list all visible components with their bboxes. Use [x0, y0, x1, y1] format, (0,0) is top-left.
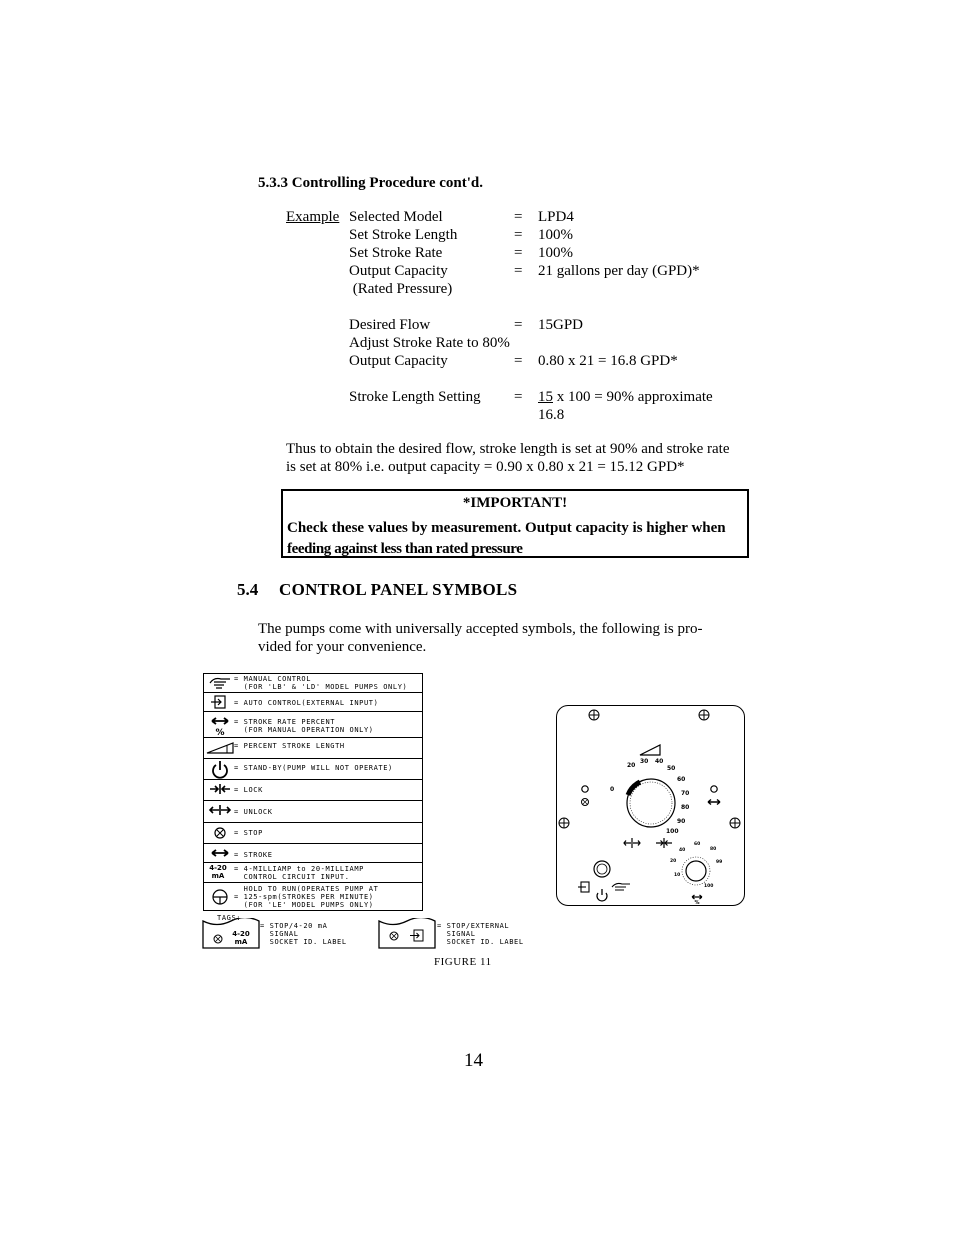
legend-row-stop	[204, 823, 422, 844]
length-tick: 70	[681, 790, 690, 797]
section-54-title: CONTROL PANEL SYMBOLS	[279, 580, 518, 599]
fraction-numerator: 15	[538, 389, 553, 405]
manual-control-hand-icon	[612, 883, 630, 890]
legend-row-stroke	[204, 844, 422, 863]
example-value-desired-flow: 15GPD	[538, 317, 584, 333]
length-tick: 50	[667, 765, 676, 772]
example-label-stroke-rate: Set Stroke Rate	[349, 245, 443, 261]
example-eq: =	[514, 245, 523, 261]
legend-row-standby	[204, 759, 422, 780]
percent-stroke-length-icon	[205, 739, 235, 757]
legend-text-line: = STAND-BY(PUMP WILL NOT OPERATE)	[234, 764, 393, 772]
example-label-desired-flow: Desired Flow	[349, 317, 431, 333]
length-tick: 0	[610, 786, 615, 793]
example-value-stroke-rate: 100%	[538, 245, 573, 261]
auto-control-icon	[208, 693, 232, 711]
important-box	[281, 489, 749, 558]
legend-row-lock	[204, 780, 422, 801]
unlock-icon	[208, 801, 232, 821]
section-54-number: 5.4	[237, 580, 259, 599]
figure-caption: FIGURE 11	[434, 956, 492, 968]
legend-text-line: (FOR 'LB' & 'LD' MODEL PUMPS ONLY)	[234, 683, 408, 691]
legend-text-line: = STOP	[234, 829, 263, 837]
tag2-line: = STOP/EXTERNAL	[437, 922, 510, 930]
stroke-length-knob	[627, 779, 675, 827]
example-value-output-capacity: 21 gallons per day (GPD)*	[538, 263, 700, 279]
fraction-rest: x 100 = 90% approximate	[553, 389, 713, 405]
tag-milliamp-unit: mA	[234, 938, 248, 946]
milliamp-icon-text: 4-20	[209, 864, 227, 872]
stroke-rate-percent-icon	[692, 895, 702, 899]
length-tick: 40	[655, 758, 664, 765]
standby-power-icon	[208, 759, 232, 779]
legend-text-line: = PERCENT STROKE LENGTH	[234, 742, 345, 750]
example-eq: =	[514, 317, 523, 333]
unlock-icon	[624, 838, 640, 848]
example-label-rated-pressure: (Rated Pressure)	[349, 281, 453, 297]
hold-to-run-icon	[208, 885, 232, 909]
length-tick: 90	[677, 818, 686, 825]
standby-power-icon	[597, 889, 607, 901]
example-label-adjust-rate: Adjust Stroke Rate to 80%	[349, 335, 510, 351]
example-label-output-capacity-2: Output Capacity	[349, 353, 448, 369]
tag1-line: = STOP/4-20 mA	[260, 922, 328, 930]
control-panel-diagram	[556, 705, 745, 906]
rate-tick: 80	[710, 847, 717, 852]
legend-text-line: = MANUAL CONTROL	[234, 675, 312, 683]
thus-paragraph-line-1: Thus to obtain the desired flow, stroke length is set at 90% and stroke rate	[286, 441, 730, 457]
svg-text:%: %	[693, 899, 700, 906]
lock-icon	[656, 838, 672, 848]
tag1-line: SOCKET ID. LABEL	[260, 938, 347, 946]
legend-text-line: = STROKE	[234, 851, 273, 859]
example-label-model: Selected Model	[349, 209, 443, 225]
legend-text-line: = 4-MILLIAMP to 20-MILLIAMP	[234, 865, 364, 873]
intro-paragraph-line-2: vided for your convenience.	[258, 639, 427, 655]
example-eq: =	[514, 389, 523, 405]
stroke-rate-knob	[682, 857, 710, 885]
milliamp-icon-unit: mA	[211, 872, 225, 880]
important-line-2: feeding against less than rated pressure	[287, 541, 523, 557]
rate-tick: 10	[674, 873, 681, 878]
symbols-legend	[203, 673, 423, 911]
stroke-icon	[208, 844, 232, 862]
legend-row-milliamp	[204, 863, 422, 883]
thus-paragraph-line-2: is set at 80% i.e. output capacity = 0.90 x 0.80 x 21 = 15.12 GPD*	[286, 459, 685, 475]
tag-milliamp-value: 4-20	[232, 930, 250, 938]
example-label-stroke-length-setting: Stroke Length Setting	[349, 389, 481, 405]
rate-tick: 100	[704, 884, 714, 889]
example-eq: =	[514, 353, 523, 369]
length-tick: 60	[677, 776, 686, 783]
stroke-rate-percent-icon	[208, 713, 232, 737]
legend-row-percent-stroke-length	[204, 738, 422, 759]
svg-text:%: %	[215, 728, 225, 737]
legend-text-line: (FOR 'LE' MODEL PUMPS ONLY)	[234, 901, 374, 909]
legend-text-line: (FOR MANUAL OPERATION ONLY)	[234, 726, 374, 734]
legend-text-line: = UNLOCK	[234, 808, 273, 816]
hold-to-run-button	[594, 861, 610, 877]
control-panel-drawing	[556, 705, 745, 906]
rate-tick: 20	[670, 859, 677, 864]
example-eq: =	[514, 209, 523, 225]
legend-text-line: = STROKE RATE PERCENT	[234, 718, 336, 726]
lock-icon	[208, 780, 232, 800]
example-value-stroke-length: 100%	[538, 227, 573, 243]
legend-row-stroke-rate-percent	[204, 712, 422, 738]
stop-icon	[208, 823, 232, 843]
tags-label: TAGS:	[217, 914, 242, 922]
example-value-output-capacity-2: 0.80 x 21 = 16.8 GPD*	[538, 353, 678, 369]
example-label: Example	[286, 209, 340, 225]
percent-stroke-length-icon	[640, 745, 660, 755]
legend-text-line: = 125-spm(STROKES PER MINUTE)	[234, 893, 374, 901]
example-label-output-capacity: Output Capacity	[349, 263, 448, 279]
length-tick: 20	[627, 762, 636, 769]
tag-stop-external-shape	[378, 918, 436, 950]
tag2-line: SIGNAL	[437, 930, 476, 938]
legend-row-unlock	[204, 801, 422, 823]
fraction-denominator: 16.8	[538, 407, 565, 423]
legend-text-line: = LOCK	[234, 786, 263, 794]
intro-paragraph-line-1: The pumps come with universally accepted symbols, the following is pro-	[258, 621, 703, 637]
legend-row-hold-to-run	[204, 883, 422, 911]
important-line-1: Check these values by measurement. Output capacity is higher when	[287, 520, 726, 536]
section-533-heading: 5.3.3 Controlling Procedure cont'd.	[258, 175, 483, 191]
legend-text-line: HOLD TO RUN(OPERATES PUMP AT	[234, 885, 379, 893]
page-number: 14	[464, 1050, 483, 1071]
panel-screws	[559, 710, 740, 828]
rate-tick: 40	[679, 848, 686, 853]
example-value-stroke-length-setting	[538, 388, 713, 406]
rate-tick: 60	[694, 842, 701, 847]
manual-control-hand-icon	[208, 674, 232, 692]
length-tick: 80	[681, 804, 690, 811]
rate-tick: 99	[716, 860, 723, 865]
length-tick: 30	[640, 758, 649, 765]
example-eq: =	[514, 227, 523, 243]
tag2-line: SOCKET ID. LABEL	[437, 938, 524, 946]
example-eq: =	[514, 263, 523, 279]
example-label-stroke-length: Set Stroke Length	[349, 227, 458, 243]
milliamp-icon	[206, 864, 230, 880]
important-title: *IMPORTANT!	[462, 495, 568, 511]
tag1-line: SIGNAL	[260, 930, 299, 938]
length-tick: 100	[666, 828, 679, 835]
tag-milliamp-text	[229, 930, 253, 946]
legend-row-auto-control	[204, 693, 422, 712]
legend-text-line: = AUTO CONTROL(EXTERNAL INPUT)	[234, 699, 379, 707]
legend-row-manual-control	[204, 674, 422, 693]
example-value-model: LPD4	[538, 209, 574, 225]
legend-text-line: CONTROL CIRCUIT INPUT.	[234, 873, 350, 881]
